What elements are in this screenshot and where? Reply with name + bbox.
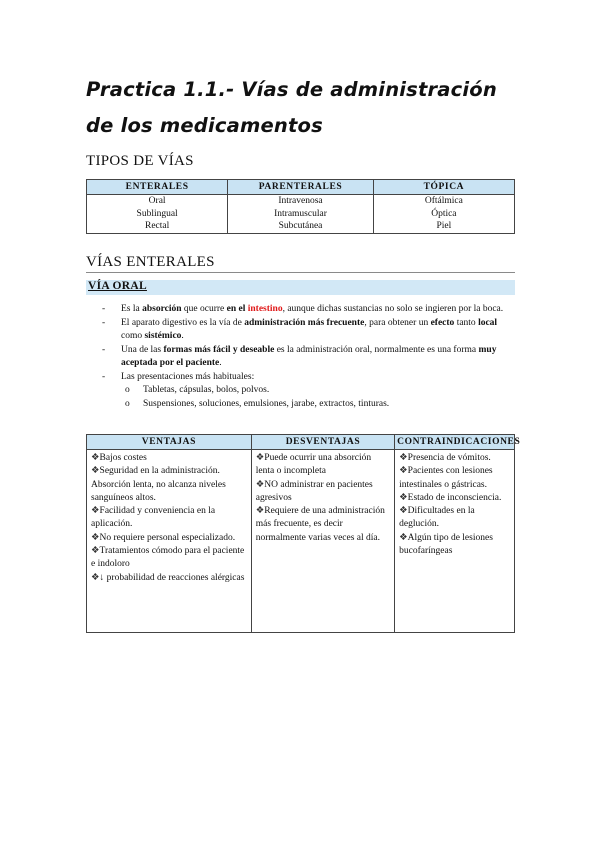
diamond-bullet-icon: ❖ xyxy=(91,572,100,583)
tipos-header-enterales: ENTERALES xyxy=(87,180,228,195)
text-span: es la administración oral, normalmente es una forma xyxy=(274,344,479,355)
keyword-highlight: intestino xyxy=(247,304,283,314)
sub-list-item xyxy=(100,398,515,412)
list-item xyxy=(399,492,511,505)
text-span: Presencia de vómitos. xyxy=(407,453,491,463)
subheading-bar xyxy=(86,280,515,295)
diamond-bullet-icon: ❖ xyxy=(399,532,408,543)
keyword: absorción xyxy=(142,304,182,314)
list-item xyxy=(91,532,248,545)
text-span: Las presentaciones más habituales: xyxy=(121,371,255,382)
page-title: Practica 1.1.- Vías de administración de los medicamentos xyxy=(86,78,497,137)
list-item xyxy=(256,452,391,479)
text-span: Pacientes con lesiones intestinales o gástricas. xyxy=(399,466,493,490)
text-span: Facilidad y conveniencia en la aplicación. xyxy=(91,506,216,530)
diamond-bullet-icon: ❖ xyxy=(91,466,100,477)
text-span: ↓ probabilidad de reacciones alérgicas xyxy=(99,572,245,583)
text-span: tanto xyxy=(454,317,479,328)
keyword: muy aceptada por el paciente xyxy=(121,344,497,368)
table-row xyxy=(87,450,515,633)
text-span: Estado de inconsciencia. xyxy=(407,492,502,503)
ventajas-cell xyxy=(87,450,252,633)
text-span: Requiere de una administración más frecuente, es decir normalmente varias veces al día. xyxy=(255,506,385,543)
table-cell: Subcutánea xyxy=(228,220,374,233)
text-span: Bajos costes xyxy=(99,453,147,463)
section-divider xyxy=(86,272,515,273)
diamond-bullet-icon: ❖ xyxy=(255,479,265,490)
bullet-dash: - xyxy=(102,304,106,314)
section-heading-tipos: TIPOS DE VÍAS xyxy=(86,153,194,169)
header-desventajas: DESVENTAJAS xyxy=(251,435,394,450)
list-item xyxy=(100,303,515,317)
text-span: Tratamientos cómodo para el paciente e indoloro xyxy=(91,546,245,570)
text-span: Seguridad en la administración. Absorción lenta, no alcanza niveles sanguíneos altos. xyxy=(91,466,226,503)
header-contraindicaciones: CONTRAINDICACIONES xyxy=(395,435,515,450)
tipos-header-parenterales: PARENTERALES xyxy=(228,180,374,195)
text-span: Dificultades en la deglución. xyxy=(399,506,475,530)
desventajas-cell xyxy=(251,450,394,633)
text-span: . xyxy=(181,331,184,341)
diamond-bullet-icon: ❖ xyxy=(91,506,100,517)
text-span: Tabletas, cápsulas, bolos, polvos. xyxy=(143,385,270,395)
contraindicaciones-cell xyxy=(395,450,515,633)
section-heading-enterales: VÍAS ENTERALES xyxy=(86,254,215,270)
table-cell: Intravenosa xyxy=(228,195,374,208)
keyword: local xyxy=(478,317,498,328)
subheading-via-oral: VÍA ORAL xyxy=(88,280,147,292)
table-row xyxy=(87,208,515,221)
list-item xyxy=(91,452,248,465)
list-item xyxy=(91,572,248,585)
bullet-dash: - xyxy=(102,344,106,355)
bullet-dash: - xyxy=(102,371,106,382)
keyword: en el xyxy=(226,304,248,314)
list-item xyxy=(256,505,391,545)
list-item xyxy=(100,344,515,371)
diamond-bullet-icon: ❖ xyxy=(399,506,408,517)
keyword: formas más fácil y deseable xyxy=(163,344,275,355)
table-cell: Rectal xyxy=(87,220,228,233)
text-span: , aunque dichas sustancias no solo se ingieren por la boca. xyxy=(282,304,504,314)
list-item xyxy=(399,452,511,465)
diamond-bullet-icon: ❖ xyxy=(399,453,408,463)
table-cell: Piel xyxy=(373,220,514,233)
ventajas-desventajas-table xyxy=(86,434,521,633)
table-row xyxy=(87,195,515,208)
text-span: Suspensiones, soluciones, emulsiones, jarabe, extractos, tinturas. xyxy=(143,398,390,409)
bullet-circle: o xyxy=(125,398,130,409)
diamond-bullet-icon: ❖ xyxy=(255,506,265,517)
table-row xyxy=(87,220,515,233)
text-span: NO administrar en pacientes agresivos xyxy=(255,479,373,503)
list-item xyxy=(91,465,248,505)
list-item xyxy=(399,505,511,532)
list-item xyxy=(399,532,511,559)
text-span: No requiere personal especializado. xyxy=(99,532,236,543)
diamond-bullet-icon: ❖ xyxy=(399,492,408,503)
bullet-dash: - xyxy=(102,317,106,328)
diamond-bullet-icon: ❖ xyxy=(91,453,100,463)
keyword: sistémico xyxy=(144,331,182,341)
list-item xyxy=(91,505,248,532)
list-item xyxy=(100,371,515,385)
table-cell: Óptica xyxy=(373,208,514,221)
text-span: , para obtener un xyxy=(364,317,431,328)
via-oral-bullet-list xyxy=(100,303,515,411)
list-item xyxy=(100,317,515,344)
diamond-bullet-icon: ❖ xyxy=(255,453,265,463)
text-span: que ocurre xyxy=(181,304,227,314)
keyword: administración más frecuente xyxy=(244,317,365,328)
bullet-circle: o xyxy=(125,385,130,395)
table-cell: Intramuscular xyxy=(228,208,374,221)
tipos-header-topica: TÓPICA xyxy=(373,180,514,195)
table-cell: Oral xyxy=(87,195,228,208)
sub-list-item xyxy=(100,384,515,398)
list-item xyxy=(91,545,248,572)
text-span: Una de las xyxy=(121,344,164,355)
diamond-bullet-icon: ❖ xyxy=(91,532,100,543)
list-item xyxy=(256,479,391,506)
text-span: Puede ocurrir una absorción lenta o incompleta xyxy=(255,453,372,477)
tipos-table xyxy=(86,179,515,234)
text-span: como xyxy=(121,331,145,341)
text-span: . xyxy=(219,358,222,368)
keyword: efecto xyxy=(430,317,455,328)
list-item xyxy=(399,465,511,492)
header-ventajas: VENTAJAS xyxy=(87,435,252,450)
table-cell: Oftálmica xyxy=(373,195,514,208)
text-span: Algún tipo de lesiones bucofaríngeas xyxy=(399,532,493,557)
text-span: Es la xyxy=(121,304,143,314)
text-span: El aparato digestivo es la vía de xyxy=(121,317,245,328)
diamond-bullet-icon: ❖ xyxy=(399,466,408,477)
table-cell: Sublingual xyxy=(87,208,228,221)
diamond-bullet-icon: ❖ xyxy=(91,546,100,557)
